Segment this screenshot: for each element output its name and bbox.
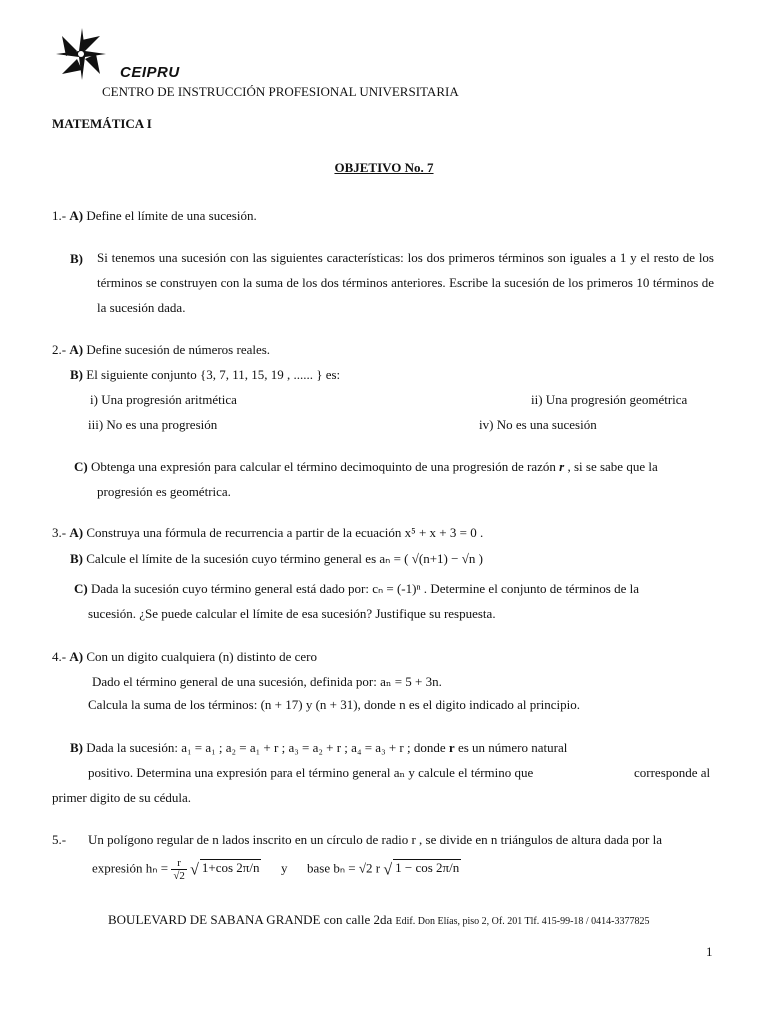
item-label: C) (74, 581, 88, 596)
question-number: 4.- (52, 649, 67, 664)
option-iii: iii) No es una progresión (88, 417, 218, 432)
h-lhs: hₙ = (145, 860, 169, 876)
item-text: Define el límite de una sucesión. (86, 208, 257, 223)
h-fraction-den: √2 (173, 870, 185, 882)
item-label: B) (70, 367, 83, 382)
item-label: A) (69, 649, 84, 664)
page-number: 1 (706, 944, 713, 959)
question-4-b (70, 740, 567, 756)
question-4-a (52, 649, 317, 665)
question-3-a (52, 525, 483, 541)
item-text: Dada la sucesión cuyo término general está dado por: (90, 581, 369, 596)
ceipru-logo-icon (52, 26, 110, 88)
item-label: C) (74, 459, 88, 474)
base-label: base (306, 860, 331, 876)
item-label: A) (69, 342, 84, 357)
question-1-a (52, 208, 257, 224)
item-text: Construya una fórmula de recurrencia a partir de la ecuación (86, 525, 402, 540)
conjunction: y (280, 860, 288, 876)
item-text: El siguiente conjunto {3, 7, 11, 15, 19 , ...... } es: (86, 367, 341, 382)
equation: x⁵ + x + 3 = 0 . (404, 525, 484, 540)
h-fraction-num: r (171, 857, 187, 870)
item-label: A) (69, 208, 84, 223)
item-label: B) (70, 740, 83, 755)
institution-name: CENTRO DE INSTRUCCIÓN PROFESIONAL UNIVERSITARIA (102, 84, 459, 99)
option-iv: iv) No es una sucesión (479, 417, 597, 432)
radical-sign-icon: √ (383, 861, 393, 879)
question-2-c (74, 459, 658, 475)
item-label: A) (69, 525, 84, 540)
question-number: 2.- (52, 342, 67, 357)
item-label: B) (70, 551, 83, 566)
question-5-number: 5.- (52, 832, 67, 847)
question-number: 3.- (52, 525, 67, 540)
ratio-r: r (559, 459, 565, 474)
item-text: es un número natural (457, 740, 568, 755)
question-4-b-line2: positivo. Determina una expresión para el término general aₙ y calcule el término que (88, 765, 534, 780)
question-4-b-line2-end: corresponde al (634, 765, 711, 780)
footer-details: Edif. Don Elías, piso 2, Of. 201 Tlf. 415-99-18 / 0414-3377825 (395, 916, 650, 927)
option-ii: ii) Una progresión geométrica (531, 392, 688, 407)
question-5-formulas (92, 857, 461, 882)
question-1-b-text: Si tenemos una sucesión con las siguientes características: los dos primeros términos son iguales a 1 y el resto de los términos se construyen con la suma de los dos términos anteriores. Escribe la sucesión de los primeros 10 términos de la sucesión dada. (97, 250, 714, 315)
item-text: Determine el conjunto de términos de la (430, 581, 639, 596)
item-text: , si se sabe que la (567, 459, 658, 474)
question-4-a-line2: Dado el término general de una sucesión, definida por: aₙ = 5 + 3n. (92, 674, 442, 689)
item-text: Define sucesión de números reales. (86, 342, 271, 357)
question-3-c-line2: sucesión. ¿Se puede calcular el límite de esa sucesión? Justifique su respuesta. (88, 606, 496, 621)
h-fraction (171, 857, 187, 882)
question-3-c (74, 581, 639, 597)
question-4-b-line3: primer digito de su cédula. (52, 790, 191, 805)
b-lhs: bₙ = √2 r (333, 860, 381, 876)
item-text: Calcule el límite de la sucesión cuyo término general es (86, 551, 377, 566)
ratio-r: r (448, 740, 455, 755)
question-2-b (70, 367, 340, 383)
brand-name: CEIPRU (120, 64, 180, 81)
course-title: MATEMÁTICA I (52, 116, 152, 131)
question-2-a (52, 342, 270, 358)
equation: cₙ = (-1)ⁿ . (372, 581, 428, 596)
radical-sign-icon: √ (190, 861, 199, 879)
h-radicand: 1+cos 2π/n (201, 860, 260, 876)
sequence: a₁ = a₁ ; a₂ = a₁ + r ; a₃ = a₂ + r ; a₄ = a₃ + r ; donde (181, 740, 446, 755)
footer-street: BOULEVARD DE SABANA GRANDE con calle 2da (108, 912, 393, 927)
item-text: Dada la sucesión: (86, 740, 178, 755)
option-i: i) Una progresión aritmética (90, 392, 237, 407)
expression-label: expresión (92, 860, 143, 876)
question-number: 1.- (52, 208, 67, 223)
equation: aₙ = ( √(n+1) − √n ) (379, 551, 483, 566)
question-3-b (70, 551, 483, 567)
footer-address (108, 912, 650, 928)
item-text: Con un digito cualquiera (n) distinto de cero (86, 649, 318, 664)
item-text: Obtenga una expresión para calcular el término decimoquinto de una progresión de razón (90, 459, 556, 474)
question-2-c-line2: progresión es geométrica. (97, 484, 231, 499)
objective-title: OBJETIVO No. 7 (334, 160, 434, 175)
question-4-a-line3: Calcula la suma de los términos: (n + 17) y (n + 31), donde n es el digito indicado al principio. (88, 697, 580, 712)
b-radicand: 1 − cos 2π/n (395, 860, 460, 876)
question-1-b-label: B) (70, 251, 83, 266)
question-5-text: Un polígono regular de n lados inscrito en un círculo de radio r , se divide en n triángulos de altura dada por la (88, 832, 662, 847)
